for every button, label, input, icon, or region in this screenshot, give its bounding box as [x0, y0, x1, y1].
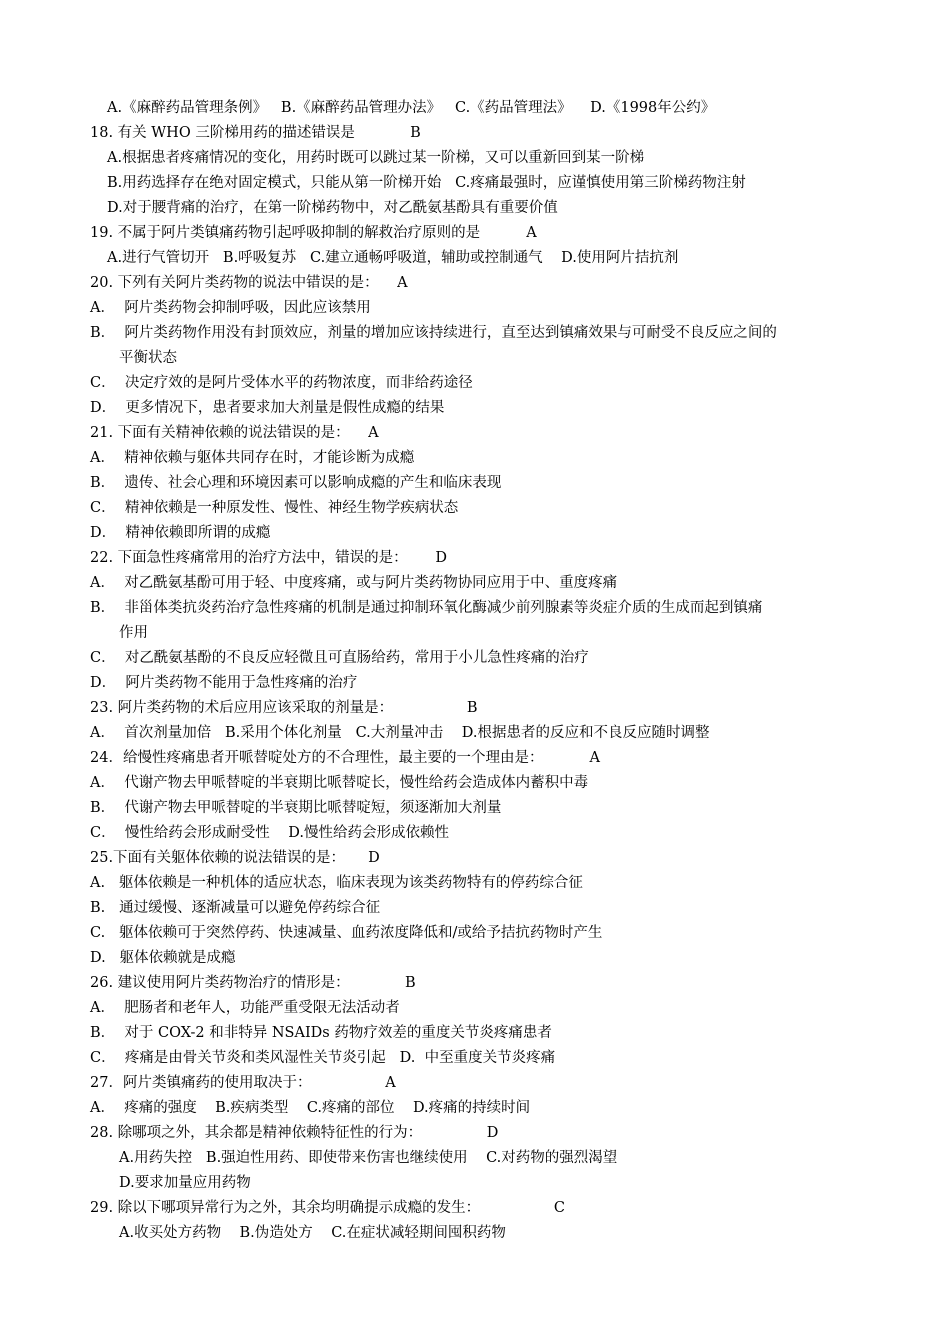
text-line: D.要求加量应用药物	[119, 1175, 251, 1191]
text-line: A． 代谢产物去甲哌替啶的半衰期比哌替啶长，慢性给药会造成体内蓄积中毒	[90, 775, 589, 791]
text-line: 26. 建议使用阿片类药物治疗的情形是： B	[90, 975, 416, 991]
text-line: 23. 阿片类药物的术后应用应该采取的剂量是： B	[90, 700, 478, 716]
text-line: A． 对乙酰氨基酚可用于轻、中度疼痛，或与阿片类药物协同应用于中、重度疼痛	[90, 575, 618, 591]
text-line: C． 决定疗效的是阿片受体水平的药物浓度，而非给药途径	[90, 375, 473, 391]
text-line: A.用药失控 B.强迫性用药、即使带来伤害也继续使用 C.对药物的强烈渴望	[119, 1150, 618, 1166]
text-line: 平衡状态	[119, 350, 177, 366]
text-line: A.收买处方药物 B.伪造处方 C.在症状减轻期间囤积药物	[119, 1225, 506, 1241]
text-line: 21. 下面有关精神依赖的说法错误的是： A	[90, 425, 379, 441]
text-line: 28. 除哪项之外，其余都是精神依赖特征性的行为： D	[90, 1125, 499, 1141]
text-line: 29. 除以下哪项异常行为之外，其余均明确提示成瘾的发生： C	[90, 1200, 566, 1216]
text-line: 25.下面有关躯体依赖的说法错误的是： D	[90, 850, 380, 866]
text-line: A． 首次剂量加倍 B.采用个体化剂量 C.大剂量冲击 D.根据患者的反应和不良反应随时调整	[90, 725, 710, 741]
text-line: C. 躯体依赖可于突然停药、快速减量、血药浓度降低和/或给予拮抗药物时产生	[90, 925, 603, 941]
text-line: 18. 有关 WHO 三阶梯用药的描述错误是 B	[90, 125, 421, 141]
text-line: D． 阿片类药物不能用于急性疼痛的治疗	[90, 675, 358, 691]
text-line: D． 更多情况下，患者要求加大剂量是假性成瘾的结果	[90, 400, 445, 416]
text-line: B.用药选择存在绝对固定模式，只能从第一阶梯开始 C.疼痛最强时，应谨慎使用第三阶梯药物注射	[107, 175, 746, 191]
text-line: 27．阿片类镇痛药的使用取决于： A	[90, 1075, 396, 1091]
text-line: A.根据患者疼痛情况的变化，用药时既可以跳过某一阶梯，又可以重新回到某一阶梯	[107, 150, 645, 166]
text-line: 19. 不属于阿片类镇痛药物引起呼吸抑制的解救治疗原则的是 A	[90, 225, 537, 241]
text-line: 24．给慢性疼痛患者开哌替啶处方的不合理性，最主要的一个理由是： A	[90, 750, 601, 766]
text-line: C． 慢性给药会形成耐受性 D.慢性给药会形成依赖性	[90, 825, 449, 841]
text-line: B. 通过缓慢、逐渐减量可以避免停药综合征	[90, 900, 381, 916]
text-line: A． 疼痛的强度 B.疾病类型 C.疼痛的部位 D.疼痛的持续时间	[90, 1100, 531, 1116]
text-line: D.对于腰背痛的治疗，在第一阶梯药物中，对乙酰氨基酚具有重要价值	[107, 200, 558, 216]
text-line: D． 精神依赖即所谓的成瘾	[90, 525, 271, 541]
text-line: A． 肥肠者和老年人，功能严重受限无法活动者	[90, 1000, 400, 1016]
text-line: A.进行气管切开 B.呼吸复苏 C.建立通畅呼吸道，辅助或控制通气 D.使用阿片拮抗剂	[107, 250, 679, 266]
text-line: 作用	[119, 625, 148, 641]
text-line: B． 阿片类药物作用没有封顶效应，剂量的增加应该持续进行，直至达到镇痛效果与可耐受不良反应之间的	[90, 325, 777, 341]
text-line: B． 对于 COX-2 和非特异 NSAIDs 药物疗效差的重度关节炎疼痛患者	[90, 1025, 552, 1041]
text-line: A． 阿片类药物会抑制呼吸，因此应该禁用	[90, 300, 371, 316]
text-line: A.《麻醉药品管理条例》 B.《麻醉药品管理办法》 C.《药品管理法》 D.《1998年公约》	[107, 100, 716, 116]
text-line: B． 遗传、社会心理和环境因素可以影响成瘾的产生和临床表现	[90, 475, 502, 491]
text-line: 22. 下面急性疼痛常用的治疗方法中，错误的是： D	[90, 550, 447, 566]
text-line: C． 疼痛是由骨关节炎和类风湿性关节炎引起 D. 中至重度关节炎疼痛	[90, 1050, 556, 1066]
text-line: 20. 下列有关阿片类药物的说法中错误的是： A	[90, 275, 408, 291]
text-line: C． 精神依赖是一种原发性、慢性、神经生物学疾病状态	[90, 500, 459, 516]
text-line: A． 精神依赖与躯体共同存在时，才能诊断为成瘾	[90, 450, 415, 466]
text-line: A. 躯体依赖是一种机体的适应状态，临床表现为该类药物特有的停药综合征	[90, 875, 583, 891]
text-line: D. 躯体依赖就是成瘾	[90, 950, 236, 966]
text-line: B． 代谢产物去甲哌替啶的半衰期比哌替啶短，须逐渐加大剂量	[90, 800, 502, 816]
text-line: B． 非甾体类抗炎药治疗急性疼痛的机制是通过抑制环氧化酶减少前列腺素等炎症介质的生成而起到镇痛	[90, 600, 763, 616]
text-line: C． 对乙酰氨基酚的不良反应轻微且可直肠给药，常用于小儿急性疼痛的治疗	[90, 650, 589, 666]
